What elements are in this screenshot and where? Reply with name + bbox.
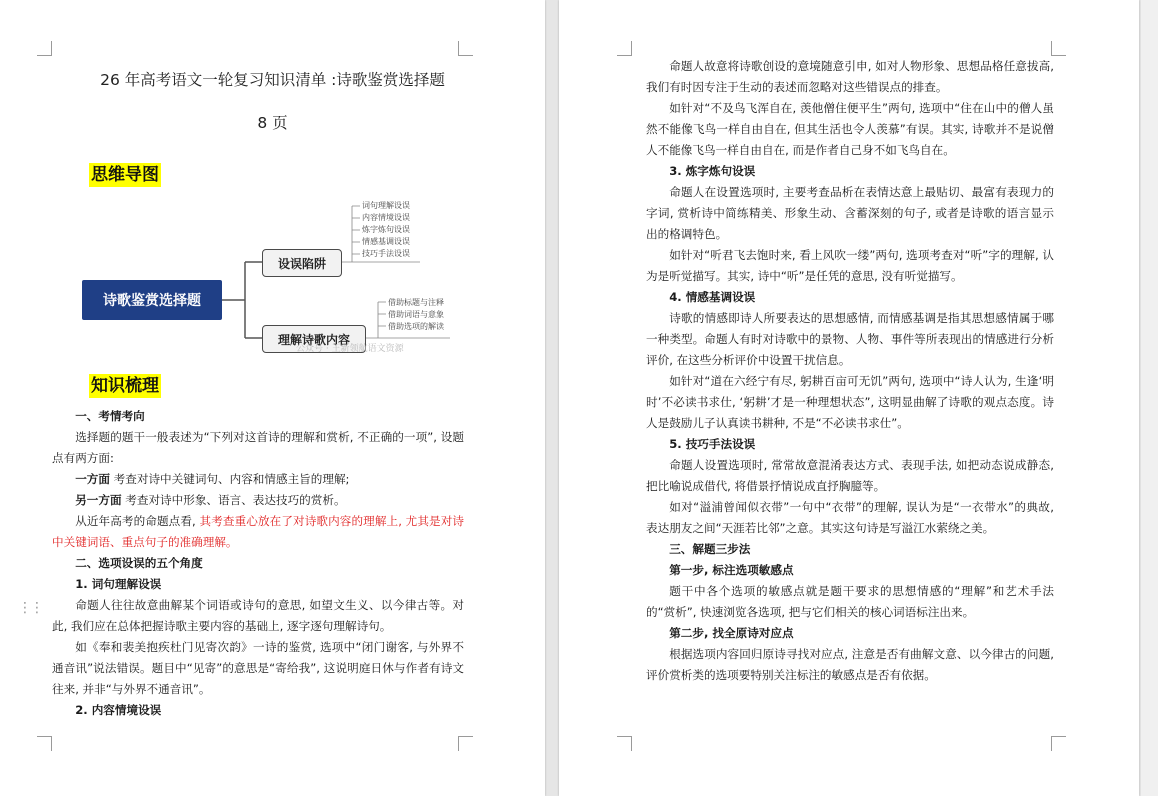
vertical-scrollbar[interactable] xyxy=(1141,0,1158,796)
mindmap-leaf: 炼字炼句设误 xyxy=(362,225,410,234)
paragraph xyxy=(52,469,464,490)
mindmap-branch-understanding: 理解诗歌内容 xyxy=(262,325,366,353)
subsection-heading: 3. 炼字炼句设误 xyxy=(669,164,756,178)
mindmap-root: 诗歌鉴赏选择题 xyxy=(82,280,222,320)
paragraph: 题干中各个选项的敏感点就是题干要求的思想情感的“理解”和艺术手法的“赏析”, 快速浏览各选项, 把与它们相关的核心词语标注出来。 xyxy=(646,584,1054,619)
paragraph: 如针对“听君飞去饱时来, 看上风吹一缕”两句, 选项考查对“听”字的理解, 认为是听觉描写。其实, 诗中“听”是任凭的意思, 没有听觉描写。 xyxy=(646,248,1054,283)
subsection-heading: 2. 内容情境设误 xyxy=(75,703,162,717)
text: 考查对诗中关键词句、内容和情感主旨的理解; xyxy=(109,472,350,486)
paragraph: 命题人设置选项时, 常常故意混淆表达方式、表现手法, 如把动态说成静态, 把比喻说成借代, 将借景抒情说成直抒胸臆等。 xyxy=(646,458,1054,493)
margin-corner-bottom-left xyxy=(37,736,52,751)
margin-corner-bottom-right xyxy=(458,736,473,751)
text: 考查对诗中形象、语言、表达技巧的赏析。 xyxy=(121,493,346,507)
paragraph: 命题人故意将诗歌创设的意境随意引申, 如对人物形象、思想品格任意拔高, 我们有时因专注于生动的表述而忽略对这些错误点的排查。 xyxy=(646,59,1054,94)
bold-text: 另一方面 xyxy=(75,493,122,507)
mindmap-leaf: 技巧手法设误 xyxy=(362,249,410,258)
document-subtitle: 8 页 xyxy=(257,114,288,132)
mindmap-leaf: 借助标题与注释 xyxy=(388,298,444,307)
section-heading: 一、考情考向 xyxy=(75,409,145,423)
subsection-heading: 4. 情感基调设误 xyxy=(669,290,756,304)
paragraph xyxy=(52,490,464,511)
paragraph: 如对“溢浦曾闻似衣带”一句中“衣带”的理解, 误认为是“一衣带水”的典故, 表达朋友之间“天涯若比邻”之意。其实这句诗是写溢江水萦绕之美。 xyxy=(646,500,1054,535)
paragraph: 命题人在设置选项时, 主要考查品析在表情达意上最贴切、最富有表现力的字词, 赏析诗中简练精美、形象生动、含蓄深刻的句子, 或者是诗歌的语言显示出的格调特色。 xyxy=(646,185,1054,241)
paragraph: 如《奉和裴美抱疾杜门见寄次韵》一诗的鉴赏, 选项中“闭门谢客, 与外界不通音讯”说法错误。题目中“见寄”的意思是“寄给我”, 这说明庭日休与作者有诗文往来, 并非“与外界不通音讯”。 xyxy=(52,640,464,696)
subsection-heading: 5. 技巧手法设误 xyxy=(669,437,756,451)
paragraph: 如针对“不及鸟飞浑自在, 羡他僧住便平生”两句, 选项中“住在山中的僧人虽然不能像飞鸟一样自由自在, 但其生活也令人羡慕”有误。其实, 诗歌并不是说僧人不能像飞鸟一样自由自在, 而是作者自己身不如飞鸟自在。 xyxy=(646,101,1054,157)
mindmap-leaf: 词句理解设误 xyxy=(362,201,410,210)
mindmap-leaf: 借助选项的解读 xyxy=(388,322,444,331)
drag-handle-icon[interactable]: ⋮⋮ xyxy=(18,600,42,616)
page2-body xyxy=(646,56,1054,686)
step-heading: 第二步, 找全原诗对应点 xyxy=(669,626,794,640)
margin-corner-bottom-left xyxy=(617,736,632,751)
margin-corner-top-right xyxy=(1051,41,1066,56)
paragraph: 根据选项内容回归原诗寻找对应点, 注意是否有曲解文意、以今律古的问题, 评价赏析类的选项要特别关注标注的敏感点是否有依据。 xyxy=(646,647,1054,682)
document-page-1 xyxy=(0,0,545,796)
section-heading: 三、解题三步法 xyxy=(669,542,751,556)
mindmap-connectors xyxy=(0,0,545,380)
paragraph: 选择题的题干一般表述为“下列对这首诗的理解和赏析, 不正确的一项”, 设题点有两方面: xyxy=(52,430,464,465)
margin-corner-top-left xyxy=(617,41,632,56)
red-emphasis: 其考查重心放在了对诗歌内容的理解上, 尤其是对诗中关键词语、重点句子的准确理解。 xyxy=(52,514,465,549)
document-title: 26 年高考语文一轮复习知识清单 :诗歌鉴赏选择题 xyxy=(100,71,445,89)
knowledge-heading: 知识梳理 xyxy=(91,376,159,396)
mindmap-watermark: 公众号 · 王新领航语文资源 xyxy=(296,344,404,354)
mindmap-leaf: 内容情境设误 xyxy=(362,213,410,222)
step-heading: 第一步, 标注选项敏感点 xyxy=(669,563,794,577)
paragraph: 诗歌的情感即诗人所要表达的思想感情, 而情感基调是指其思想感情属于哪一种类型。命题人有时对诗歌中的景物、人物、事件等所表现出的情感进行分析评价, 在这些分析评价中设置干扰信息。 xyxy=(646,311,1054,367)
paragraph: 命题人往往故意曲解某个词语或诗句的意思, 如望文生义、以今律古等。对此, 我们应在总体把握诗歌主要内容的基础上, 逐字逐句理解诗句。 xyxy=(52,598,464,633)
mindmap-heading: 思维导图 xyxy=(91,165,159,185)
subsection-heading: 1. 词句理解设误 xyxy=(75,577,162,591)
mindmap-leaf: 情感基调设误 xyxy=(362,237,410,246)
mindmap-branch-traps: 设误陷阱 xyxy=(262,249,342,277)
paragraph: 如针对“道在六经宁有尽, 躬耕百亩可无饥”两句, 选项中“诗人认为, 生逢‘明时’不必读书求仕, ‘躬耕’才是一种理想状态”, 这明显曲解了诗歌的观点态度。诗人是鼓励儿子认真读书耕种, 不是“不必读书求仕”。 xyxy=(646,374,1054,430)
section-heading: 二、选项设误的五个角度 xyxy=(75,556,203,570)
margin-corner-bottom-right xyxy=(1051,736,1066,751)
page1-body xyxy=(52,406,464,721)
text: 从近年高考的命题点看, xyxy=(75,514,200,528)
bold-text: 一方面 xyxy=(75,472,110,486)
mindmap-leaf: 借助词语与意象 xyxy=(388,310,444,319)
paragraph xyxy=(52,511,464,553)
